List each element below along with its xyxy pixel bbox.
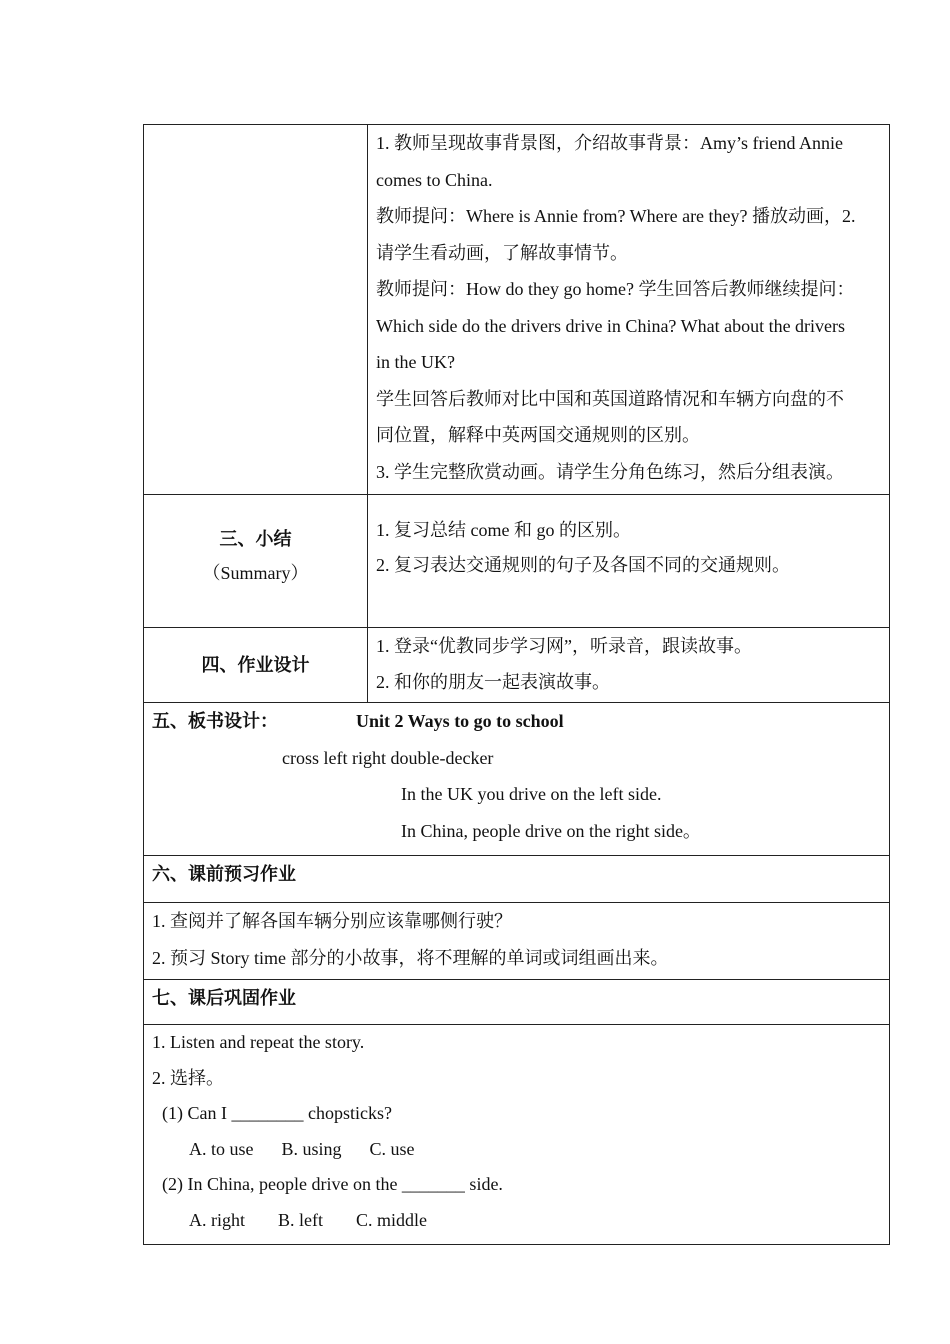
procedure-line: 1. 教师呈现故事背景图，介绍故事背景：Amy’s friend Annie	[376, 133, 843, 153]
consolidation-items-row	[144, 1025, 890, 1245]
procedure-line: comes to China.	[376, 169, 493, 190]
homework-row	[144, 628, 890, 703]
summary-subtitle: （Summary）	[202, 563, 309, 583]
summary-title: 三、小结	[219, 529, 292, 549]
preview-items-row	[144, 903, 890, 980]
procedure-line: 教师提问：How do they go home? 学生回答后教师继续提问：	[376, 279, 855, 299]
question-1-options	[152, 1132, 881, 1168]
option: A. right	[189, 1209, 245, 1230]
summary-item: 2. 复习表达交通规则的句子及各国不同的交通规则。	[376, 555, 790, 575]
option: B. using	[281, 1138, 342, 1159]
board-design-cell	[144, 703, 890, 856]
homework-item: 1. 登录“优教同步学习网”，听录音，跟读故事。	[376, 636, 752, 656]
preview-header-cell	[144, 856, 890, 903]
option: C. use	[369, 1138, 415, 1159]
procedure-line: 学生回答后教师对比中国和英国道路情况和车辆方向盘的不	[376, 388, 844, 409]
board-sentence: In China, people drive on the right side。	[401, 820, 701, 841]
consolidation-header-row	[144, 980, 890, 1025]
question-2-options	[152, 1203, 881, 1239]
procedure-content-cell	[368, 125, 890, 495]
consolidation-item: 1. Listen and repeat the story.	[152, 1032, 365, 1052]
question-2: (2) In China, people drive on the _______ side.	[162, 1174, 503, 1194]
summary-content-cell	[368, 495, 890, 628]
preview-items-cell	[144, 903, 890, 980]
lesson-plan-table	[143, 124, 890, 1245]
procedure-line: 同位置，解释中英两国交通规则的区别。	[376, 425, 700, 445]
question-1: (1) Can I ________ chopsticks?	[162, 1103, 392, 1123]
homework-label-cell	[144, 628, 368, 703]
summary-item: 1. 复习总结 come 和 go 的区别。	[376, 520, 631, 540]
option: B. left	[278, 1209, 323, 1230]
preview-item: 1. 查阅并了解各国车辆分别应该靠哪侧行驶？	[152, 911, 512, 931]
homework-content-cell	[368, 628, 890, 703]
procedure-line: 教师提问：Where is Annie from? Where are they? 播放动画，2.	[376, 206, 856, 226]
procedure-label-cell	[144, 125, 368, 495]
summary-row	[144, 495, 890, 628]
procedure-line: in the UK?	[376, 352, 455, 372]
procedure-row	[144, 125, 890, 495]
procedure-line: 3. 学生完整欣赏动画。请学生分角色练习，然后分组表演。	[376, 461, 844, 482]
homework-title: 四、作业设计	[201, 654, 310, 675]
procedure-line: Which side do the drivers drive in China? What about the drivers	[376, 315, 846, 336]
board-sentence: In the UK you drive on the left side.	[401, 784, 662, 804]
option: C. middle	[356, 1209, 427, 1230]
homework-item: 2. 和你的朋友一起表演故事。	[376, 672, 610, 692]
procedure-line: 请学生看动画，了解故事情节。	[376, 242, 628, 263]
consolidation-items-cell	[144, 1025, 890, 1245]
consolidation-header-cell	[144, 980, 890, 1025]
board-design-label: 五、板书设计：	[152, 711, 278, 731]
summary-label-cell	[144, 495, 368, 628]
preview-title: 六、课前预习作业	[152, 864, 296, 884]
option: A. to use	[189, 1138, 254, 1159]
board-design-title: Unit 2 Ways to go to school	[356, 711, 564, 731]
board-vocab: cross left right double-decker	[282, 747, 494, 768]
preview-item: 2. 预习 Story time 部分的小故事，将不理解的单词或词组画出来。	[152, 947, 669, 968]
preview-header-row	[144, 856, 890, 903]
board-design-row	[144, 703, 890, 856]
consolidation-title: 七、课后巩固作业	[152, 988, 296, 1008]
consolidation-item: 2. 选择。	[152, 1067, 224, 1088]
